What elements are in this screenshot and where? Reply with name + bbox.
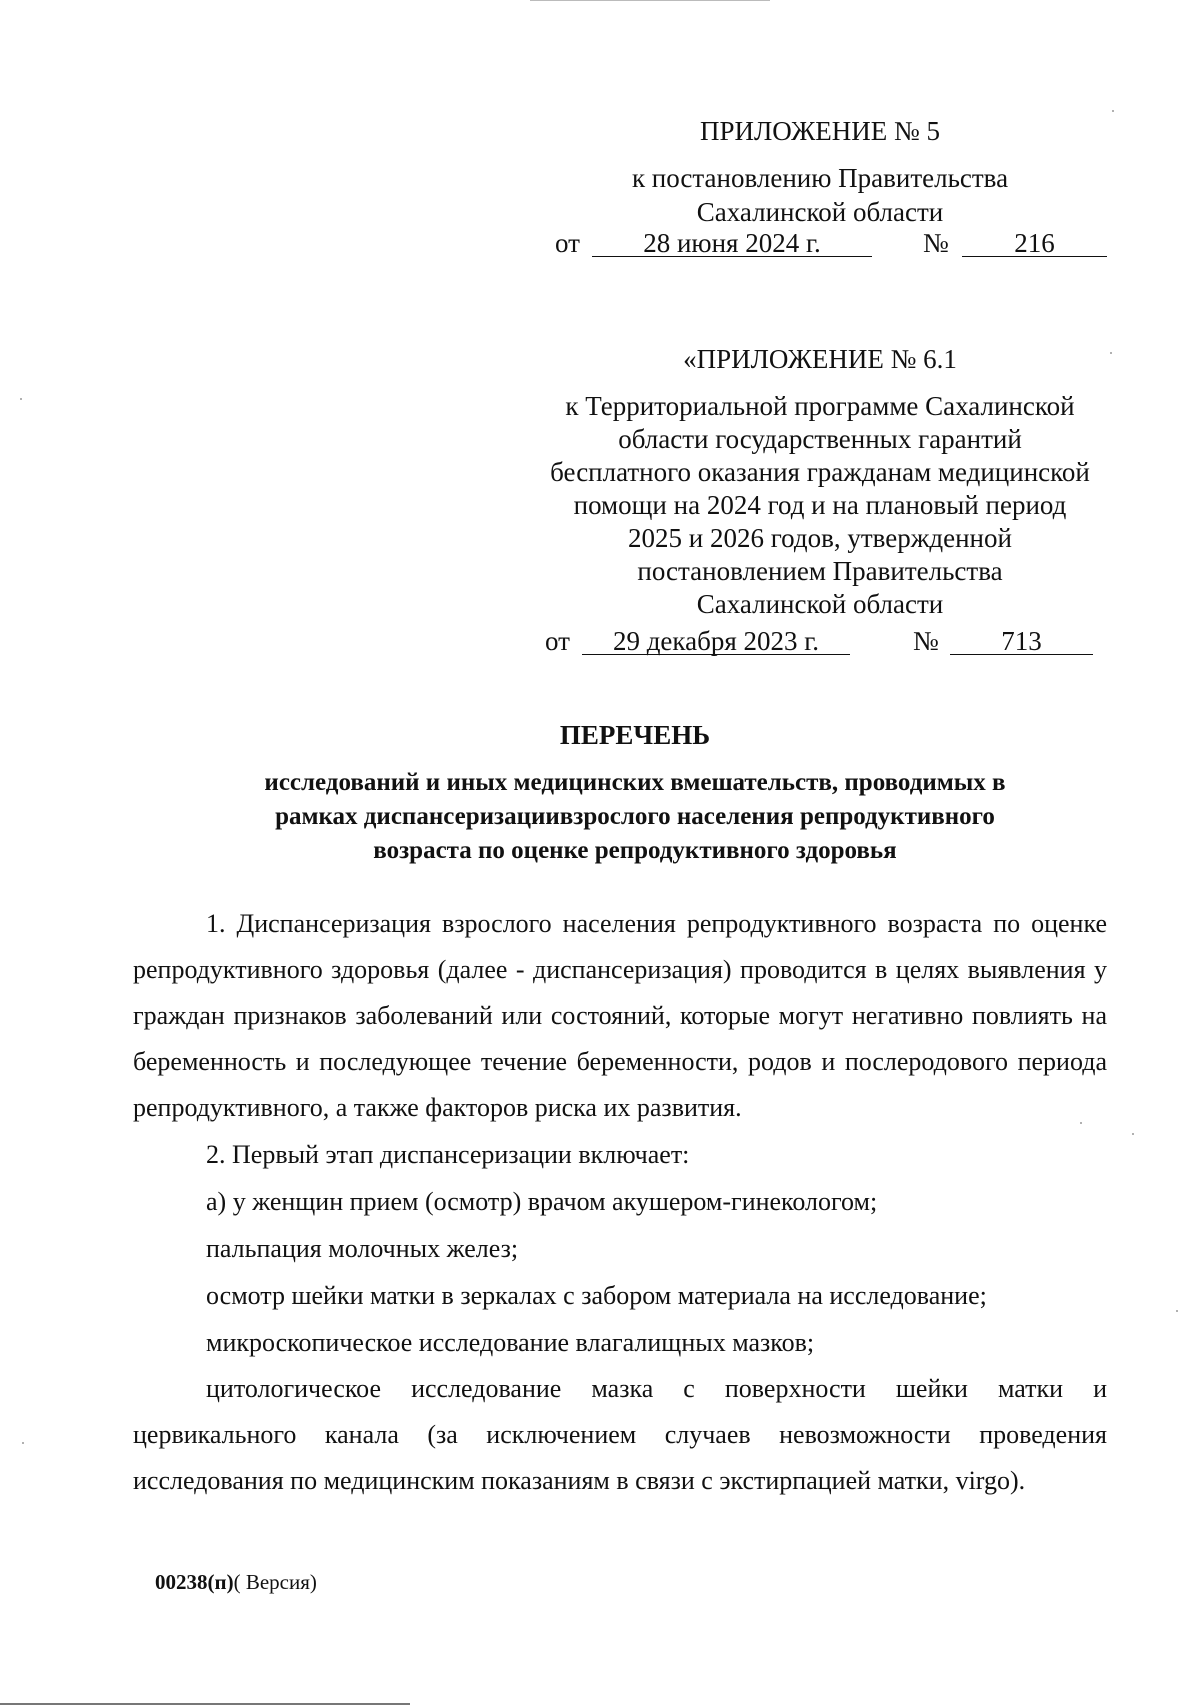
list-item: микроскопическое исследование влагалищных мазков; <box>206 1328 815 1357</box>
list-item: а) у женщин прием (осмотр) врачом акушером-гинекологом; <box>206 1187 878 1216</box>
decree-number-sign: № <box>913 626 939 656</box>
list-item: пальпация молочных желез; <box>206 1234 519 1263</box>
decree-row <box>555 226 1115 260</box>
scan-speckle <box>20 398 22 400</box>
scan-speckle <box>1112 110 1114 112</box>
decree-number: 216 <box>962 226 1107 257</box>
list-subtitle-line: рамках диспансеризациивзрослого населения репродуктивного <box>275 803 995 830</box>
decree-prefix: от <box>545 626 570 656</box>
paragraph-2: цитологическое исследование мазка с поверхности шейки матки и цервикального канала (за исключением случаев невозможности проведения исследования по медицинским показаниям в связи с экстирпацией матки, virgo). <box>133 1374 1107 1495</box>
appendix-title: ПРИЛОЖЕНИЕ № 5 <box>699 116 941 146</box>
appendix-line: Сахалинской области <box>696 589 944 619</box>
appendix-line: области государственных гарантий <box>618 424 1022 454</box>
scan-speckle <box>22 1442 24 1444</box>
list-title: ПЕРЕЧЕНЬ <box>559 720 711 750</box>
appendix-header <box>520 114 1120 148</box>
appendix-line: помощи на 2024 год и на плановый период <box>573 490 1067 520</box>
paragraph-1: 1. Диспансеризация взрослого населения репродуктивного возраста по оценке репродуктивного здоровья (далее - диспансеризация) проводится в целях выявления у граждан признаков заболеваний или состояний, которые могут негативно повлиять на беременность и последующее течение беременности, родов и послеродового периода репродуктивного, а также факторов риска их развития. <box>133 909 1107 1122</box>
appendix-line: к постановлению Правительства <box>631 163 1009 193</box>
scan-speckle <box>1110 352 1112 354</box>
scan-speckle <box>1080 1122 1082 1124</box>
list-subtitle-line: возраста по оценке репродуктивного здоровья <box>373 837 897 864</box>
list-item: осмотр шейки матки в зеркалах с забором материала на исследование; <box>206 1281 987 1310</box>
decree-date: 28 июня 2024 г. <box>592 226 872 257</box>
body-text <box>133 901 1107 1504</box>
appendix-line: к Территориальной программе Сахалинской <box>565 391 1075 421</box>
list-item: 2. Первый этап диспансеризации включает: <box>206 1140 690 1169</box>
decree-number: 713 <box>950 624 1093 655</box>
referenced-appendix-header <box>520 342 1120 376</box>
list-subtitle-line: исследований и иных медицинских вмешательств, проводимых в <box>264 769 1006 796</box>
scan-artifact-line <box>0 1703 410 1705</box>
appendix-line: постановлением Правительства <box>637 556 1003 586</box>
referenced-appendix-subtitle <box>520 390 1120 621</box>
decree-prefix: от <box>555 228 580 258</box>
document-version: ( Версия) <box>233 1570 317 1594</box>
decree-number-sign: № <box>923 228 949 258</box>
referenced-appendix-title: «ПРИЛОЖЕНИЕ № 6.1 <box>683 344 957 374</box>
document-code <box>155 1570 317 1595</box>
appendix-line: бесплатного оказания гражданам медицинской <box>550 457 1090 487</box>
document-code-number: 00238(п) <box>155 1570 234 1594</box>
scan-speckle <box>1176 1310 1178 1312</box>
scan-speckle <box>1132 1133 1134 1135</box>
scan-artifact-line <box>530 0 770 1</box>
referenced-decree-row <box>545 624 1105 658</box>
appendix-line: 2025 и 2026 годов, утвержденной <box>628 523 1012 553</box>
appendix-subtitle <box>520 161 1120 229</box>
appendix-line: Сахалинской области <box>696 197 944 227</box>
list-subtitle <box>100 766 1170 868</box>
decree-date: 29 декабря 2023 г. <box>582 624 850 655</box>
